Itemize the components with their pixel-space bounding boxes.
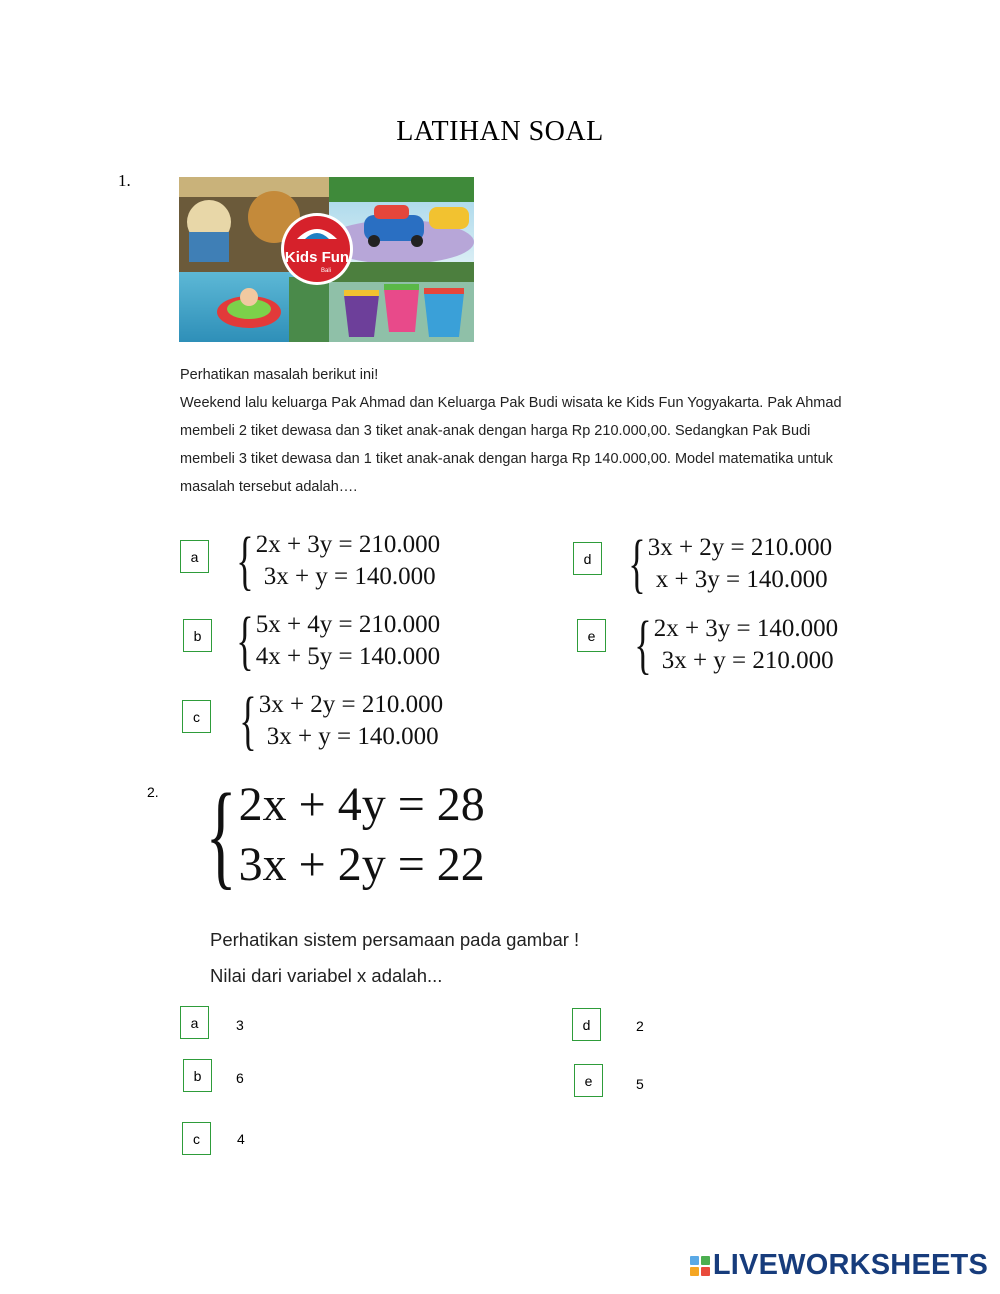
q1-answer-box-e[interactable]: e [577, 619, 606, 652]
q2-option-e-value: 5 [636, 1076, 644, 1092]
q2-answer-box-c[interactable]: c [182, 1122, 211, 1155]
q1-option-c-system [225, 684, 444, 757]
logo-wordmark: LIVEWORKSHEETS [712, 1249, 988, 1281]
question-2-line: Perhatikan sistem persamaan pada gambar ! [210, 929, 580, 950]
question-1-intro: Perhatikan masalah berikut ini! [180, 367, 379, 383]
kids-fun-photo [179, 177, 474, 342]
equation: 4x + 5y = 140.000 [255, 643, 441, 670]
equation: 3x + 2y = 22 [238, 838, 485, 891]
q2-option-a-value: 3 [236, 1017, 244, 1033]
q1-option-a-system [222, 524, 441, 597]
q2-option-c-value: 4 [237, 1131, 245, 1147]
q2-answer-box-b[interactable]: b [183, 1059, 212, 1092]
q1-option-e-system [620, 608, 839, 681]
equation: 3x + y = 140.000 [263, 563, 436, 590]
logo-square [701, 1256, 710, 1265]
question-2-text [210, 922, 579, 994]
equation: 3x + 2y = 210.000 [258, 691, 444, 718]
equation: 3x + y = 140.000 [266, 723, 439, 750]
q1-answer-box-d[interactable]: d [573, 542, 602, 575]
logo-subtext: Bali [320, 268, 332, 274]
question-2-line: Nilai dari variabel x adalah... [210, 965, 443, 986]
q1-option-d-system [614, 527, 833, 600]
question-1-line: Weekend lalu keluarga Pak Ahmad dan Keluarga Pak Budi wisata ke Kids Fun Yogyakarta. Pak Ahmad [180, 395, 842, 411]
equation: 3x + 2y = 210.000 [647, 534, 833, 561]
brace-icon: { [239, 684, 257, 757]
q1-answer-box-c[interactable]: c [182, 700, 211, 733]
amusement-park-image [179, 177, 474, 342]
logo-square [690, 1256, 699, 1265]
equation: 3x + y = 210.000 [661, 647, 834, 674]
q1-answer-box-a[interactable]: a [180, 540, 209, 573]
equation: 2x + 4y = 28 [238, 778, 485, 831]
q2-option-d-value: 2 [636, 1018, 644, 1034]
q2-answer-box-d[interactable]: d [572, 1008, 601, 1041]
q2-answer-box-a[interactable]: a [180, 1006, 209, 1039]
logo-square [701, 1267, 710, 1276]
equation: 2x + 3y = 140.000 [653, 615, 839, 642]
question-1-line: membeli 3 tiket dewasa dan 1 tiket anak-anak dengan harga Rp 140.000,00. Model matematika untuk [180, 451, 833, 467]
logo-text: Kids Fun [284, 249, 350, 266]
q2-answer-box-e[interactable]: e [574, 1064, 603, 1097]
brace-icon: { [634, 608, 652, 681]
page-title: LATIHAN SOAL [396, 116, 604, 147]
equation: 2x + 3y = 210.000 [255, 531, 441, 558]
question-1-number: 1. [118, 171, 131, 190]
q1-option-b-system [222, 604, 441, 677]
liveworksheets-logo [690, 1249, 988, 1282]
q2-option-b-value: 6 [236, 1070, 244, 1086]
brace-icon: { [236, 524, 254, 597]
logo-square [690, 1267, 699, 1276]
logo-squares-icon [690, 1256, 710, 1276]
brace-icon: { [628, 527, 646, 600]
q2-equation-system [180, 769, 485, 900]
brace-icon: { [205, 769, 237, 900]
question-1-text [180, 361, 910, 501]
brace-icon: { [236, 604, 254, 677]
question-1-line: membeli 2 tiket dewasa dan 3 tiket anak-anak dengan harga Rp 210.000,00. Sedangkan Pak Budi [180, 423, 811, 439]
question-1-line: masalah tersebut adalah…. [180, 479, 358, 495]
question-2-number: 2. [147, 784, 159, 800]
q1-answer-box-b[interactable]: b [183, 619, 212, 652]
equation: x + 3y = 140.000 [655, 566, 828, 593]
equation: 5x + 4y = 210.000 [255, 611, 441, 638]
